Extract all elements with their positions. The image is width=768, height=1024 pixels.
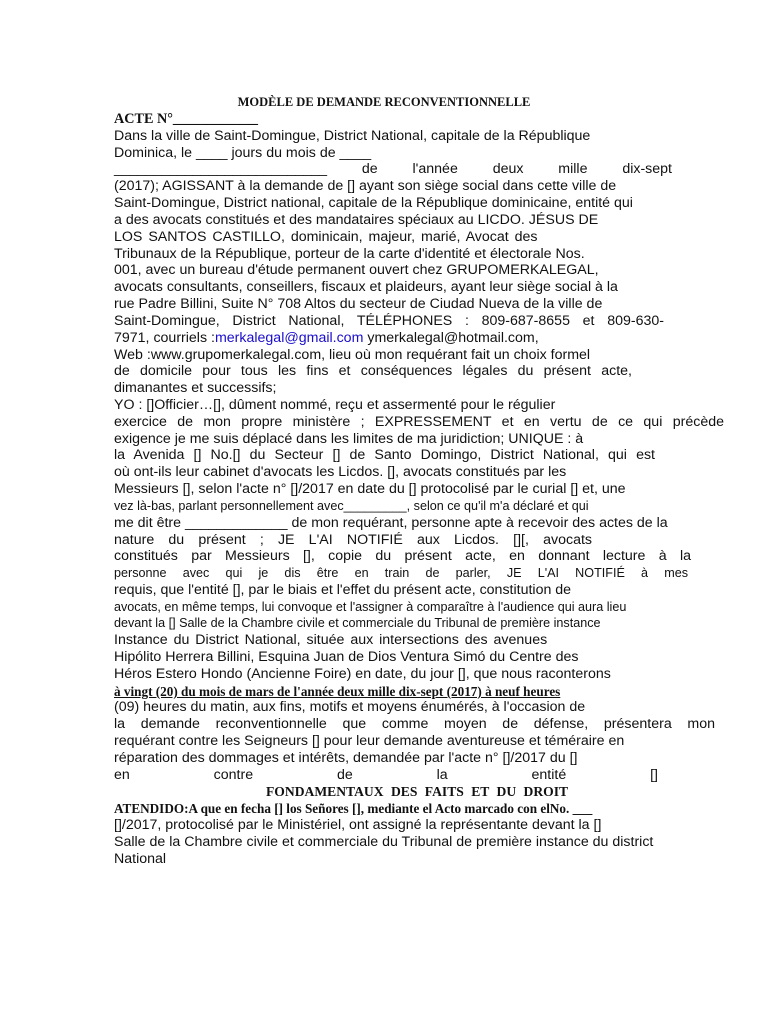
section-heading: FONDAMENTAUX DES FAITS ET DU DROIT — [266, 784, 569, 799]
text-line: vez là-bas, parlant personnellement avec_________, selon ce qu'il m'a déclaré et qui — [114, 499, 589, 513]
text-line: en contre de la entité [] — [114, 767, 658, 783]
text-line: Hipólito Herrera Billini, Esquina Juan de Dios Ventura Simó du Centre des — [114, 649, 579, 665]
web-link[interactable]: www.grupomerkalegal.com — [150, 347, 322, 363]
email-end: , — [534, 330, 539, 346]
courriel-label: 7971, courriels : — [114, 330, 215, 346]
text-line: Messieurs [], selon l'acte n° []/2017 en date du [] protocolisé par le curial [] et, une — [114, 481, 626, 497]
text-line: Dominica, le ____ jours du mois de ____ — [114, 145, 372, 161]
email-line — [114, 330, 539, 347]
text-line: Salle de la Chambre civile et commerciale du Tribunal de première instance du district — [114, 834, 654, 850]
acte-number: ACTE N°____________ — [114, 111, 259, 127]
text-line: avocats, en même temps, lui convoque et l'assigner à comparaître à l'audience qui aura lieu — [114, 600, 627, 614]
email-link-hotmail[interactable]: merkalegal@hotmail.com — [374, 330, 535, 346]
email-link-gmail[interactable]: merkalegal@gmail.com — [214, 330, 364, 346]
web-line — [114, 347, 590, 364]
text-line: Dans la ville de Saint-Domingue, District National, capitale de la République — [114, 128, 591, 144]
text-line: exigence je me suis déplacé dans les limites de ma juridiction; UNIQUE : à — [114, 431, 584, 447]
text-line: requérant contre les Seigneurs [] pour leur demande aventureuse et téméraire en — [114, 733, 625, 749]
text-line: où ont-ils leur cabinet d'avocats les Licdos. [], avocats constitués par les — [114, 464, 567, 480]
text-line: LOS SANTOS CASTILLO, dominicain, majeur, marié, Avocat des — [114, 229, 538, 245]
hearing-date-line: à vingt (20) du mois de mars de l'année deux mille dix-sept (2017) à neuf heures — [114, 684, 561, 699]
text-line: a des avocats constitués et des mandataires spéciaux au LICDO. JÉSUS DE — [114, 212, 599, 228]
text-line: Héros Estero Hondo (Ancienne Foire) en date, du jour [], que nous raconterons — [114, 666, 611, 682]
web-suffix: , lieu où mon requérant fait un choix formel — [321, 347, 591, 363]
text-line: 001, avec un bureau d'étude permanent ouvert chez GRUPOMERKALEGAL, — [114, 262, 599, 278]
text-line: Instance du District National, située aux intersections des avenues — [114, 632, 548, 648]
text-line: (2017); AGISSANT à la demande de [] ayant son siège social dans cette ville de — [114, 178, 617, 194]
text-line: []/2017, protocolisé par le Ministériel, ont assigné la représentante devant la [] — [114, 817, 602, 833]
text-line: dimanantes et successifs; — [114, 380, 277, 396]
text-line: me dit être _____________ de mon requérant, personne apte à recevoir des actes de la — [114, 515, 668, 531]
email-separator: y — [363, 330, 375, 346]
text-line: de domicile pour tous les fins et conséquences légales du présent acte, — [114, 363, 632, 379]
text-line: réparation des dommages et intérêts, demandée par l'acte n° []/2017 du [] — [114, 750, 578, 766]
text-line: personne avec qui je dis être en train de parler, JE L'AI NOTIFIÉ à mes — [114, 566, 688, 580]
text-line: nature du présent ; JE L'AI NOTIFIÉ aux Licdos. [][, avocats — [114, 532, 592, 548]
text-line: ___________________________ de l'année deux mille dix-sept — [114, 161, 672, 177]
text-line: Saint-Domingue, District national, capitale de la République dominicaine, entité qui — [114, 195, 633, 211]
text-line: (09) heures du matin, aux fins, motifs et moyens énumérés, à l'occasion de — [114, 699, 586, 715]
text-line: Saint-Domingue, District National, TÉLÉPHONES : 809-687-8655 et 809-630- — [114, 313, 664, 329]
text-line: National — [114, 851, 167, 867]
text-line: requis, que l'entité [], par le biais et l'effet du présent acte, constitution de — [114, 582, 572, 598]
text-line: devant la [] Salle de la Chambre civile et commerciale du Tribunal de première instance — [114, 616, 601, 630]
text-line: rue Padre Billini, Suite N° 708 Altos du secteur de Ciudad Nueva de la ville de — [114, 296, 603, 312]
text-line: avocats consultants, conseillers, fiscaux et plaideurs, ayant leur siège social à la — [114, 279, 618, 295]
text-line: constitués par Messieurs [], copie du présent acte, en donnant lecture à la — [114, 548, 691, 564]
text-line: exercice de mon propre ministère ; EXPRESSEMENT et en vertu de ce qui précède — [114, 414, 724, 430]
text-line: Tribunaux de la République, porteur de la carte d'identité et électorale Nos. — [114, 246, 585, 262]
document-title: MODÈLE DE DEMANDE RECONVENTIONNELLE — [237, 95, 531, 109]
text-line: YO : []Officier…[], dûment nommé, reçu et assermenté pour le régulier — [114, 397, 556, 413]
atendido-line: ATENDIDO:A que en fecha [] los Señores [], mediante el Acto marcado con elNo. ___ — [114, 801, 593, 816]
web-label: Web : — [114, 347, 151, 363]
text-line: la Avenida [] No.[] du Secteur [] de Santo Domingo, District National, qui est — [114, 447, 655, 463]
text-line: la demande reconventionnelle que comme moyen de défense, présentera mon — [114, 716, 715, 732]
